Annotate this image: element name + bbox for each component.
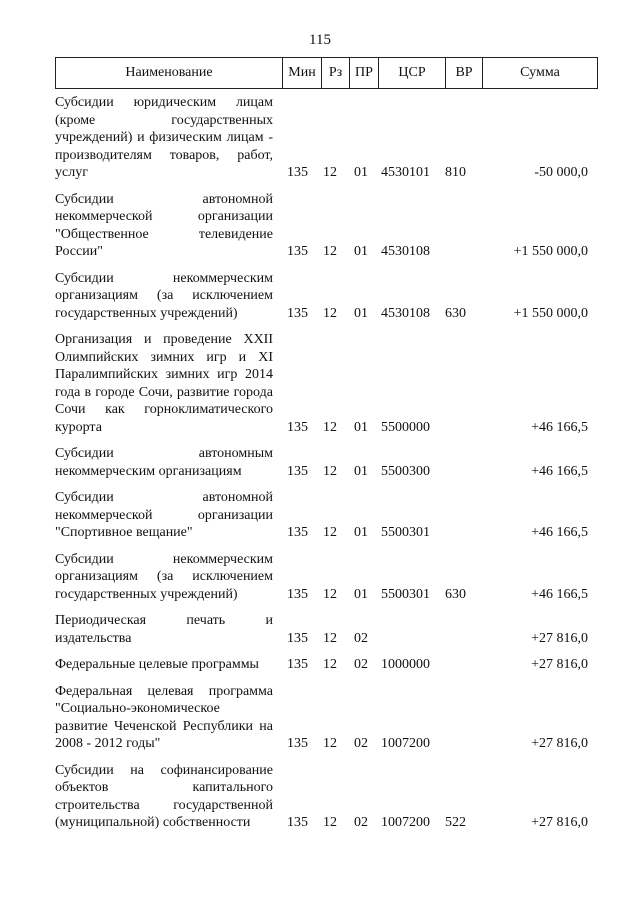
table-row — [55, 445, 598, 480]
row-min: 135 — [287, 525, 308, 540]
row-min: 135 — [287, 419, 308, 435]
row-name: Субсидии автономной некоммерческой организации "Спортивное вещание" — [55, 490, 273, 540]
row-rz: 12 — [323, 244, 337, 259]
row-csr: 4530108 — [381, 244, 430, 259]
row-name: Субсидии автономной некоммерческой организации "Общественное телевидение России" — [55, 191, 273, 259]
budget-rows — [55, 94, 598, 841]
row-min: 135 — [287, 815, 308, 830]
row-pr: 01 — [354, 525, 368, 540]
header-rz: Рз — [322, 58, 350, 89]
table-row — [55, 683, 598, 753]
row-csr: 5500301 — [381, 586, 430, 602]
header-sum: Сумма — [483, 58, 598, 89]
row-name: Субсидии на софинансирование объектов капитального строительства государственной (муниципальной) собственности — [55, 762, 273, 830]
row-name: Федеральная целевая программа "Социально-экономическое развитие Чеченской Республики на 2008 - 2012 годы" — [55, 683, 273, 751]
table-row — [55, 331, 598, 436]
row-csr: 5500300 — [381, 463, 430, 479]
row-rz: 12 — [323, 657, 337, 672]
row-name: Периодическая печать и издательства — [55, 613, 273, 646]
row-csr: 4530108 — [381, 305, 430, 321]
table-row — [55, 94, 598, 182]
row-sum: +27 816,0 — [531, 815, 588, 830]
row-pr: 01 — [354, 244, 368, 259]
row-pr: 02 — [354, 657, 368, 672]
row-csr: 4530101 — [381, 165, 430, 180]
row-csr: 1007200 — [381, 736, 430, 751]
row-min: 135 — [287, 630, 308, 646]
row-pr: 01 — [354, 305, 368, 321]
table-row — [55, 551, 598, 604]
row-vr: 630 — [445, 586, 466, 602]
row-vr: 522 — [445, 815, 466, 830]
row-rz: 12 — [323, 736, 337, 751]
row-min: 135 — [287, 165, 308, 180]
row-name: Организация и проведение XXII Олимпийских зимних игр и XI Паралимпийских зимних игр 2014 года в городе Сочи, развитие города Сочи как горноклиматического курорта — [55, 332, 273, 435]
header-pr: ПР — [350, 58, 379, 89]
row-min: 135 — [287, 657, 308, 672]
row-sum: +46 166,5 — [531, 586, 588, 602]
row-csr: 1000000 — [381, 657, 430, 672]
row-name: Субсидии некоммерческим организациям (за исключением государственных учреждений) — [55, 551, 273, 602]
row-sum: +46 166,5 — [531, 419, 588, 435]
table-row — [55, 656, 598, 674]
row-sum: +1 550 000,0 — [513, 244, 588, 259]
row-sum: +27 816,0 — [531, 736, 588, 751]
row-vr: 810 — [445, 165, 466, 180]
row-rz: 12 — [323, 305, 337, 321]
table-row — [55, 489, 598, 542]
row-sum: -50 000,0 — [534, 165, 588, 180]
row-rz: 12 — [323, 630, 337, 646]
row-vr: 630 — [445, 305, 466, 321]
row-csr: 1007200 — [381, 815, 430, 830]
row-rz: 12 — [323, 525, 337, 540]
row-pr: 02 — [354, 736, 368, 751]
row-rz: 12 — [323, 815, 337, 830]
table-row — [55, 191, 598, 261]
header-name: Наименование — [56, 58, 283, 89]
row-min: 135 — [287, 305, 308, 321]
table-header — [55, 57, 598, 89]
row-rz: 12 — [323, 165, 337, 180]
row-min: 135 — [287, 736, 308, 751]
row-min: 135 — [287, 463, 308, 479]
row-csr: 5500000 — [381, 419, 430, 435]
row-sum: +46 166,5 — [531, 525, 588, 540]
row-min: 135 — [287, 586, 308, 602]
row-pr: 02 — [354, 630, 368, 646]
row-rz: 12 — [323, 419, 337, 435]
header-min: Мин — [283, 58, 322, 89]
page-number: 115 — [309, 32, 331, 48]
row-pr: 01 — [354, 165, 368, 180]
row-pr: 01 — [354, 586, 368, 602]
table-row — [55, 270, 598, 323]
row-name: Субсидии некоммерческим организациям (за исключением государственных учреждений) — [55, 270, 273, 321]
header-vr: ВР — [446, 58, 483, 89]
row-sum: +27 816,0 — [531, 657, 588, 672]
header-csr: ЦСР — [379, 58, 446, 89]
row-sum: +27 816,0 — [531, 630, 588, 646]
row-name: Субсидии юридическим лицам (кроме государственных учреждений) и физическим лицам - производителям товаров, работ, услуг — [55, 95, 273, 180]
table-row — [55, 762, 598, 832]
row-name: Федеральные целевые программы — [55, 657, 259, 672]
row-pr: 01 — [354, 419, 368, 435]
table-row — [55, 612, 598, 647]
row-min: 135 — [287, 244, 308, 259]
row-sum: +1 550 000,0 — [513, 305, 588, 321]
row-sum: +46 166,5 — [531, 463, 588, 479]
row-csr: 5500301 — [381, 525, 430, 540]
row-pr: 02 — [354, 815, 368, 830]
row-pr: 01 — [354, 463, 368, 479]
row-rz: 12 — [323, 586, 337, 602]
row-name: Субсидии автономным некоммерческим организациям — [55, 446, 273, 479]
row-rz: 12 — [323, 463, 337, 479]
